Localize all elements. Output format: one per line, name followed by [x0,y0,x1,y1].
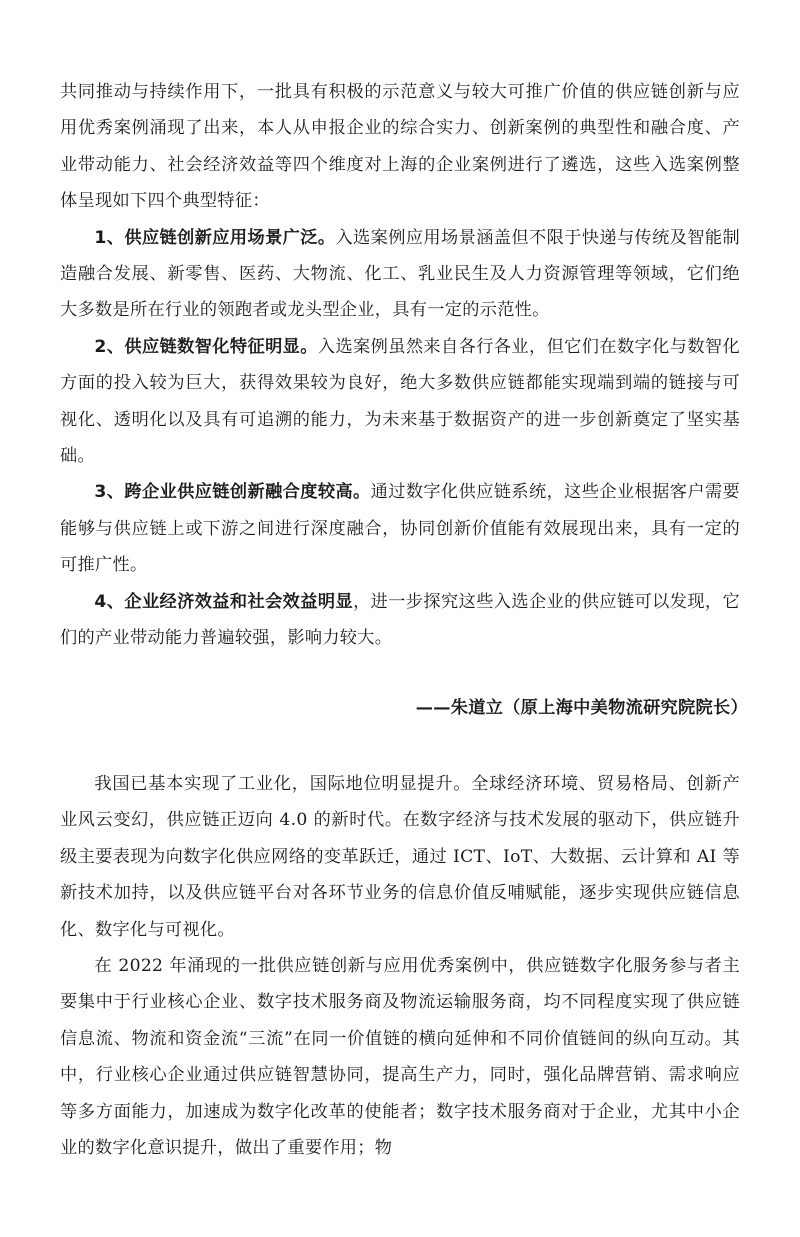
feature-point-2-text: 入选案例虽然来自各行各业，但它们在数字化与数智化方面的投入较为巨大，获得效果较为良好，绝大多数供应链都能实现端到端的链接与可视化、透明化以及具有可追溯的能力，为未来基于数据资产的进一步创新奠定了坚实基础。 [60,336,740,467]
digital-supply-chain-section [60,766,740,1166]
feature-point-1-text: 入选案例应用场景涵盖但不限于快递与传统及智能制造融合发展、新零售、医药、大物流、化工、乳业民生及人力资源管理等领域，它们绝大多数是所在行业的领跑者或龙头型企业，具有一定的示范性。 [60,227,740,321]
feature-point-3 [60,474,740,583]
feature-point-2 [60,329,740,475]
feature-point-1-heading: 1、供应链创新应用场景广泛。 [94,227,336,248]
feature-point-1 [60,220,740,329]
body-paragraph-2: 在 2022 年涌现的一批供应链创新与应用优秀案例中，供应链数字化服务参与者主要集中于行业核心企业、数字技术服务商及物流运输服务商，均不同程度实现了供应链信息流、物流和资金流“三流”在同一价值链的横向延伸和不同价值链间的纵向互动。其中，行业核心企业通过供应链智慧协同，提高生产力，同时，强化品牌营销、需求响应等多方面能力，加速成为数字化改革的使能者；数字技术服务商对于企业，尤其中小企业的数字化意识提升，做出了重要作用；物 [60,956,740,1159]
feature-point-3-text: 通过数字化供应链系统，这些企业根据客户需要能够与供应链上或下游之间进行深度融合，协同创新价值能有效展现出来，具有一定的可推广性。 [60,482,740,576]
feature-point-3-heading: 3、跨企业供应链创新融合度较高。 [94,482,371,503]
feature-point-4 [60,584,740,657]
feature-point-4-text: ，进一步探究这些入选企业的供应链可以发现，它们的产业带动能力普遍较强，影响力较大。 [60,591,740,649]
body-paragraph-1: 我国已基本实现了工业化，国际地位明显提升。全球经济环境、贸易格局、创新产业风云变幻，供应链正迈向 4.0 的新时代。在数字经济与技术发展的驱动下，供应链升级主要表现为向数字化供应网络的变革跃迁，通过 ICT、IoT、大数据、云计算和 AI 等新技术加持，以及供应链平台对各环节业务的信息价值反哺赋能，逐步实现供应链信息化、数字化与可视化。 [60,774,740,940]
author-signature: ——朱道立（原上海中美物流研究院院长） [415,698,748,718]
intro-paragraph: 共同推动与持续作用下，一批具有积极的示范意义与较大可推广价值的供应链创新与应用优秀案例涌现了出来，本人从申报企业的综合实力、创新案例的典型性和融合度、产业带动能力、社会经济效益等四个维度对上海的企业案例进行了遴选，这些入选案例整体呈现如下四个典型特征： [60,82,740,212]
feature-point-2-heading: 2、供应链数智化特征明显。 [94,336,318,357]
expert-commentary [60,74,740,657]
feature-point-4-heading: 4、企业经济效益和社会效益明显 [94,591,354,612]
